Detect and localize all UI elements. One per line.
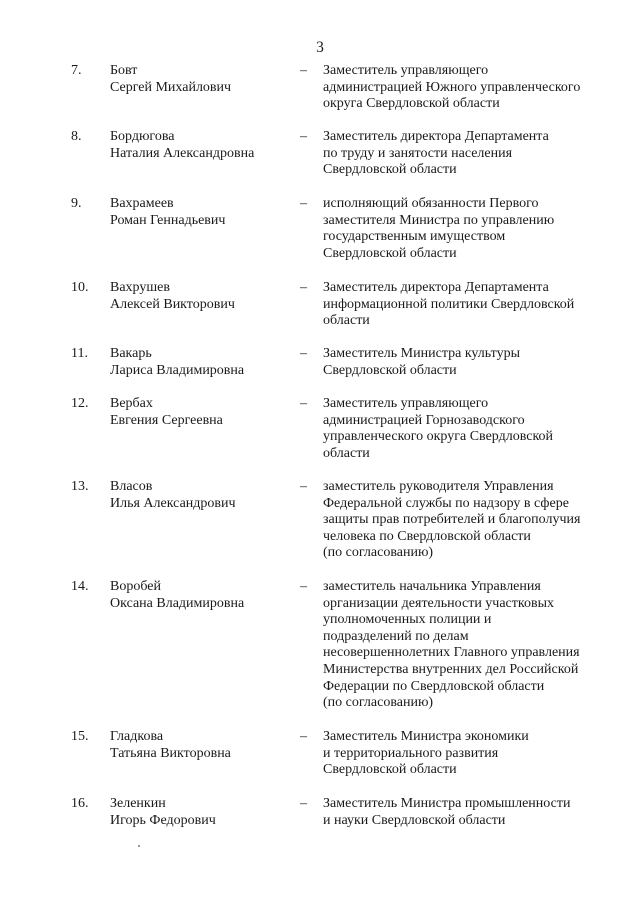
- position-line: Свердловской области: [323, 245, 457, 261]
- position-title: [323, 579, 623, 712]
- person-name: [110, 129, 290, 162]
- position-title: [323, 280, 623, 330]
- position-title: [323, 346, 623, 379]
- surname: Воробей: [110, 579, 161, 594]
- surname: Зеленкин: [110, 796, 166, 811]
- position-line: Заместитель Министра культуры: [323, 346, 520, 361]
- dash-separator: –: [300, 346, 307, 361]
- position-line: Министерства внутренних дел Российской: [323, 661, 579, 677]
- position-line: Федеральной службы по надзору в сфере: [323, 495, 569, 511]
- dash-separator: –: [300, 729, 307, 744]
- position-line: исполняющий обязанности Первого: [323, 196, 539, 211]
- given-names: Игорь Федорович: [110, 812, 216, 828]
- position-line: заместитель начальника Управления: [323, 579, 541, 594]
- entry-number: 11.: [71, 346, 88, 361]
- position-line: государственным имуществом: [323, 229, 506, 245]
- given-names: Алексей Викторович: [110, 296, 235, 312]
- position-line: администрацией Горнозаводского: [323, 412, 525, 428]
- scan-speck: [138, 845, 140, 847]
- position-line: и территориального развития: [323, 745, 499, 761]
- position-line: защиты прав потребителей и благополучия: [323, 512, 581, 528]
- position-title: [323, 729, 623, 779]
- given-names: Евгения Сергеевна: [110, 412, 223, 428]
- position-line: администрацией Южного управленческого: [323, 79, 581, 95]
- entry-number: 7.: [71, 63, 82, 78]
- position-line: округа Свердловской области: [323, 96, 500, 112]
- person-name: [110, 196, 290, 229]
- dash-separator: –: [300, 796, 307, 811]
- given-names: Лариса Владимировна: [110, 362, 245, 378]
- given-names: Илья Александрович: [110, 495, 236, 511]
- position-line: Свердловской области: [323, 162, 457, 178]
- surname: Бовт: [110, 63, 138, 78]
- entry-number: 9.: [71, 196, 82, 211]
- dash-separator: –: [300, 396, 307, 411]
- position-title: [323, 796, 623, 829]
- position-title: [323, 63, 623, 113]
- person-name: [110, 579, 290, 612]
- surname: Вахрушев: [110, 280, 170, 295]
- position-line: Заместитель директора Департамента: [323, 129, 549, 144]
- page-number: 3: [316, 39, 324, 56]
- dash-separator: –: [300, 63, 307, 78]
- position-line: (по согласованию): [323, 545, 434, 561]
- position-line: Свердловской области: [323, 762, 457, 778]
- dash-separator: –: [300, 579, 307, 594]
- entry-number: 16.: [71, 796, 89, 811]
- given-names: Сергей Михайлович: [110, 79, 232, 95]
- position-line: Федерации по Свердловской области: [323, 678, 545, 694]
- entry-number: 12.: [71, 396, 89, 411]
- entry-number: 8.: [71, 129, 82, 144]
- person-name: [110, 346, 290, 379]
- position-line: (по согласованию): [323, 695, 434, 711]
- dash-separator: –: [300, 479, 307, 494]
- position-line: заместителя Министра по управлению: [323, 212, 555, 228]
- entry-number: 13.: [71, 479, 89, 494]
- position-line: Заместитель директора Департамента: [323, 280, 549, 295]
- position-line: организации деятельности участковых: [323, 595, 554, 611]
- dash-separator: –: [300, 196, 307, 211]
- entry-number: 10.: [71, 280, 89, 295]
- given-names: Татьяна Викторовна: [110, 745, 231, 761]
- position-title: [323, 396, 623, 462]
- position-line: управленческого округа Свердловской: [323, 429, 554, 445]
- position-line: Заместитель управляющего: [323, 63, 489, 78]
- position-line: несовершеннолетних Главного управления: [323, 645, 580, 661]
- surname: Вахрамеев: [110, 196, 174, 211]
- position-line: подразделений по делам: [323, 628, 469, 644]
- dash-separator: –: [300, 280, 307, 295]
- surname: Власов: [110, 479, 153, 494]
- position-line: по труду и занятости населения: [323, 145, 513, 161]
- position-line: Заместитель Министра экономики: [323, 729, 529, 744]
- surname: Бордюгова: [110, 129, 175, 144]
- position-line: области: [323, 445, 370, 461]
- position-title: [323, 129, 623, 179]
- position-line: и науки Свердловской области: [323, 812, 506, 828]
- person-name: [110, 396, 290, 429]
- person-name: [110, 63, 290, 96]
- entry-number: 14.: [71, 579, 89, 594]
- position-line: человека по Свердловской области: [323, 528, 531, 544]
- given-names: Оксана Владимировна: [110, 595, 245, 611]
- position-title: [323, 196, 623, 262]
- dash-separator: –: [300, 129, 307, 144]
- entry-number: 15.: [71, 729, 89, 744]
- given-names: Роман Геннадьевич: [110, 212, 226, 228]
- person-name: [110, 280, 290, 313]
- person-name: [110, 729, 290, 762]
- position-line: заместитель руководителя Управления: [323, 479, 554, 494]
- position-line: области: [323, 313, 370, 329]
- position-line: Заместитель Министра промышленности: [323, 796, 571, 811]
- surname: Вакарь: [110, 346, 152, 361]
- position-line: информационной политики Свердловской: [323, 296, 575, 312]
- person-name: [110, 796, 290, 829]
- position-line: Заместитель управляющего: [323, 396, 489, 411]
- position-line: уполномоченных полиции и: [323, 612, 492, 628]
- given-names: Наталия Александровна: [110, 145, 255, 161]
- surname: Вербах: [110, 396, 153, 411]
- person-name: [110, 479, 290, 512]
- surname: Гладкова: [110, 729, 164, 744]
- position-line: Свердловской области: [323, 362, 457, 378]
- position-title: [323, 479, 623, 562]
